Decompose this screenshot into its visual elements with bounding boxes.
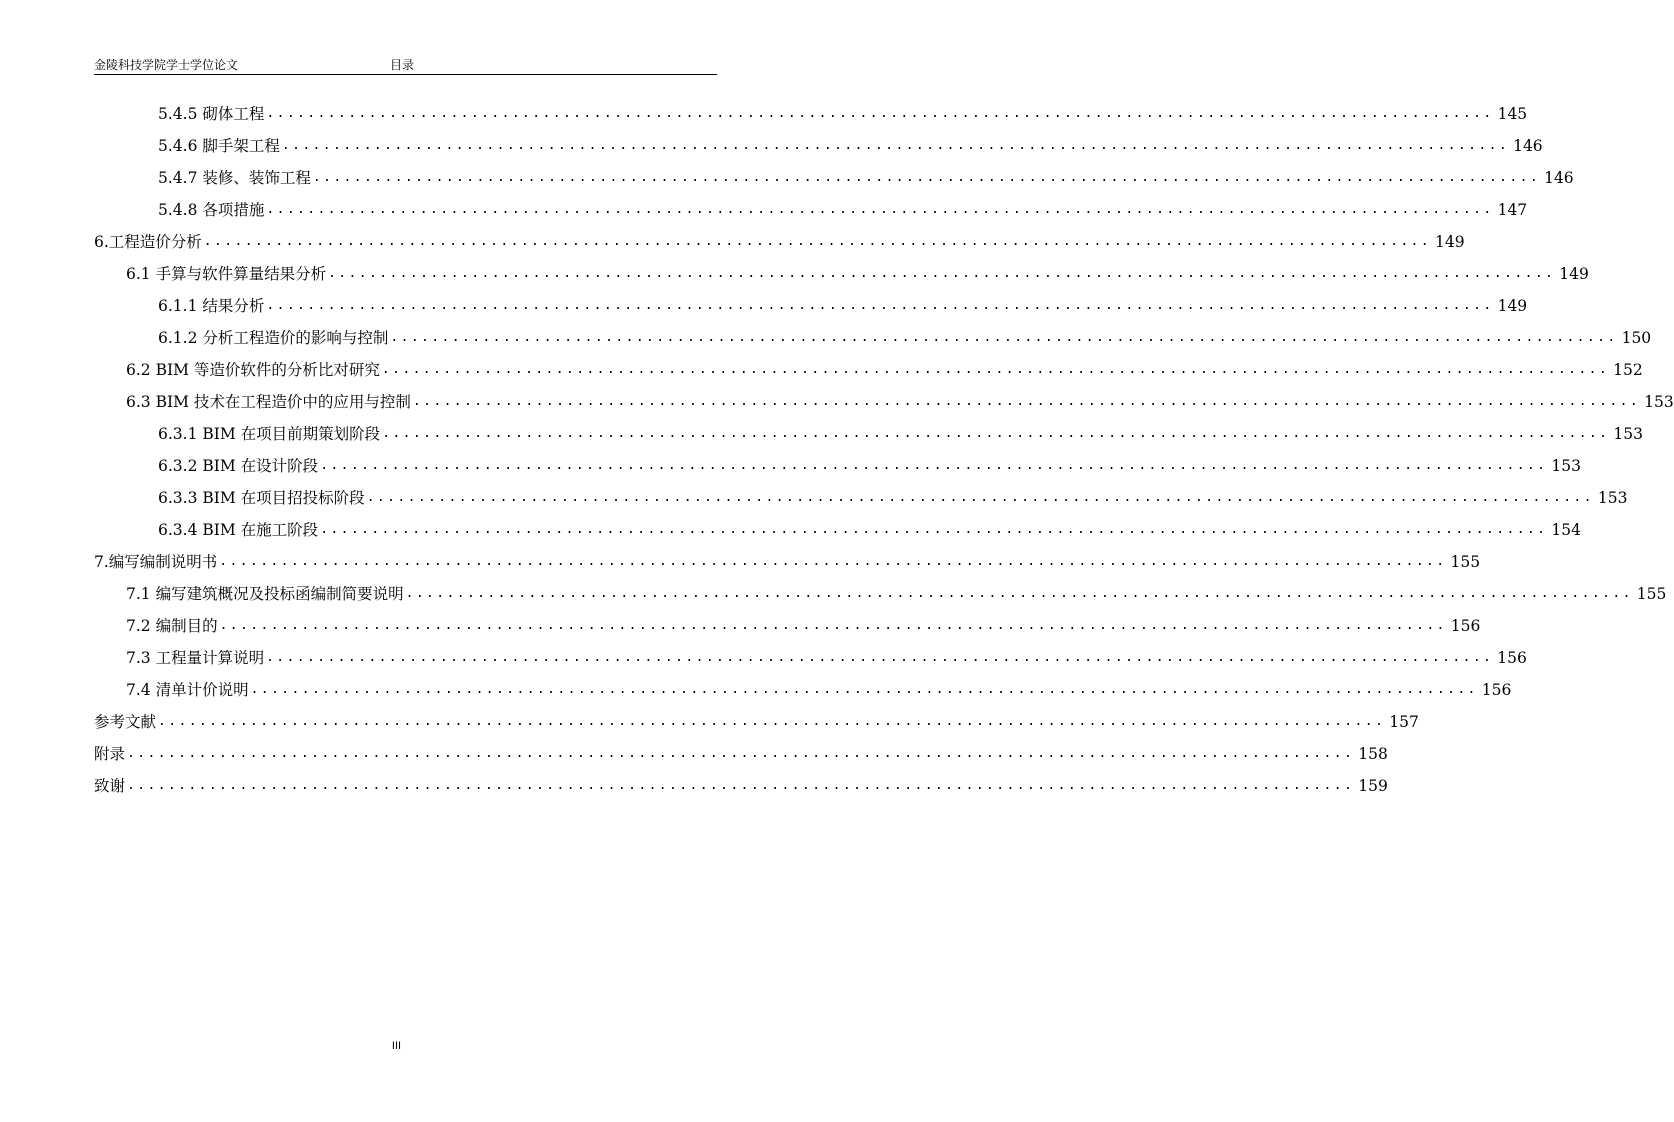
toc-leader-dots: ........................................................................................................................ [320, 522, 1548, 537]
toc-entry-page: 153 [1613, 425, 1643, 443]
toc-entry-title: 6.3.2 BIM 在设计阶段 [158, 457, 319, 475]
toc-entry[interactable] [158, 290, 1528, 322]
toc-entry-page: 152 [1613, 361, 1643, 379]
toc-leader-dots: ........................................................................................................................ [382, 426, 1610, 441]
toc-entry[interactable] [158, 322, 1652, 354]
toc-entry-page: 147 [1497, 201, 1528, 219]
toc-entry-title: 6.2 BIM 等造价软件的分析比对研究 [126, 361, 380, 379]
toc-leader-dots: ........................................................................................................................ [366, 490, 1594, 505]
toc-entry[interactable] [94, 706, 1419, 738]
toc-entry-title: 6.1.1 结果分析 [158, 297, 265, 315]
toc-entry-title: 5.4.8 各项措施 [158, 201, 265, 219]
toc-entry-page: 155 [1450, 553, 1481, 571]
toc-entry-title: 6.3 BIM 技术在工程造价中的应用与控制 [126, 393, 411, 411]
toc-entry[interactable] [158, 194, 1528, 226]
toc-entry[interactable] [94, 738, 1388, 770]
toc-leader-dots: ........................................................................................................................ [203, 234, 1431, 249]
toc-entry-page: 146 [1513, 137, 1543, 155]
toc-entry-title: 6.3.4 BIM 在施工阶段 [158, 521, 319, 539]
section-title: 目录 [390, 58, 415, 72]
toc-leader-dots: ........................................................................................................................ [127, 778, 1355, 793]
toc-entry-page: 146 [1544, 169, 1574, 187]
toc-entry-page: 159 [1358, 777, 1388, 795]
toc-leader-dots: ........................................................................................................................ [320, 458, 1548, 473]
toc-entry-title: 6.3.1 BIM 在项目前期策划阶段 [158, 425, 381, 443]
page-number: III [391, 1040, 402, 1052]
toc-entry[interactable] [158, 482, 1628, 514]
toc-entry-title: 附录 [94, 745, 126, 763]
toc-leader-dots: ........................................................................................................................ [127, 746, 1355, 761]
toc-leader-dots: ........................................................................................................................ [381, 362, 1610, 377]
toc-entry-page: 145 [1497, 105, 1528, 123]
toc-leader-dots: ........................................................................................................................ [219, 618, 1447, 633]
toc-entry[interactable] [126, 354, 1643, 386]
toc-entry-title: 5.4.6 脚手架工程 [158, 137, 280, 155]
toc-leader-dots: ........................................................................................................................ [281, 138, 1510, 153]
toc-entry[interactable] [126, 610, 1481, 642]
toc-leader-dots: ........................................................................................................................ [390, 330, 1618, 345]
toc-entry-page: 149 [1497, 297, 1528, 315]
toc-entry[interactable] [158, 450, 1581, 482]
toc-leader-dots: ........................................................................................................................ [219, 554, 1447, 569]
toc-entry-page: 158 [1358, 745, 1388, 763]
toc-entry[interactable] [158, 130, 1543, 162]
toc-entry[interactable] [126, 642, 1527, 674]
toc-entry-page: 154 [1551, 521, 1581, 539]
toc-entry-title: 6.1 手算与软件算量结果分析 [126, 265, 327, 283]
toc-entry[interactable] [126, 258, 1589, 290]
toc-entry[interactable] [126, 578, 1667, 610]
toc-entry-page: 149 [1559, 265, 1589, 283]
toc-entry-title: 6.3.3 BIM 在项目招投标阶段 [158, 489, 365, 507]
toc-leader-dots: ........................................................................................................................ [266, 202, 1494, 217]
toc-entry-title: 6.工程造价分析 [94, 233, 202, 251]
toc-entry[interactable] [158, 514, 1581, 546]
toc-entry-page: 153 [1551, 457, 1581, 475]
toc-entry-title: 7.3 工程量计算说明 [126, 649, 265, 667]
toc-entry-page: 156 [1450, 617, 1481, 635]
toc-entry-title: 7.4 清单计价说明 [126, 681, 249, 699]
toc-entry-page: 156 [1481, 681, 1512, 699]
toc-entry-title: 参考文献 [94, 713, 157, 731]
page-header [94, 56, 717, 75]
toc-entry-page: 149 [1435, 233, 1465, 251]
toc-entry[interactable] [94, 546, 1481, 578]
toc-entry[interactable] [94, 770, 1388, 802]
toc-leader-dots: ........................................................................................................................ [405, 586, 1633, 601]
toc-entry-page: 153 [1644, 393, 1674, 411]
toc-leader-dots: ........................................................................................................................ [312, 170, 1541, 185]
toc-entry-page: 155 [1636, 585, 1667, 603]
toc-leader-dots: ........................................................................................................................ [266, 106, 1494, 121]
toc-entry-page: 153 [1597, 489, 1628, 507]
toc-entry[interactable] [126, 386, 1674, 418]
toc-entry-title: 7.1 编写建筑概况及投标函编制简要说明 [126, 585, 404, 603]
toc-leader-dots: ........................................................................................................................ [266, 298, 1494, 313]
toc-entry-title: 5.4.5 砌体工程 [158, 105, 265, 123]
toc-entry-page: 157 [1389, 713, 1419, 731]
toc-entry[interactable] [158, 162, 1574, 194]
toc-entry-title: 7.2 编制目的 [126, 617, 218, 635]
toc-entry-page: 156 [1497, 649, 1527, 667]
toc-leader-dots: ........................................................................................................................ [412, 394, 1641, 409]
toc-leader-dots: ........................................................................................................................ [328, 266, 1556, 281]
toc-entry-title: 5.4.7 装修、装饰工程 [158, 169, 311, 187]
toc-leader-dots: ........................................................................................................................ [250, 682, 1478, 697]
toc-entry[interactable] [94, 226, 1465, 258]
toc-entry[interactable] [126, 674, 1512, 706]
toc-entry-title: 6.1.2 分析工程造价的影响与控制 [158, 329, 389, 347]
toc-entry-page: 150 [1621, 329, 1652, 347]
toc-leader-dots: ........................................................................................................................ [266, 650, 1494, 665]
toc-entry-title: 7.编写编制说明书 [94, 553, 218, 571]
toc-entry-title: 致谢 [94, 777, 126, 795]
toc-entry[interactable] [158, 98, 1528, 130]
toc-entry[interactable] [158, 418, 1643, 450]
toc-leader-dots: ........................................................................................................................ [158, 714, 1386, 729]
school-name: 金陵科技学院学士学位论文 [94, 58, 239, 72]
